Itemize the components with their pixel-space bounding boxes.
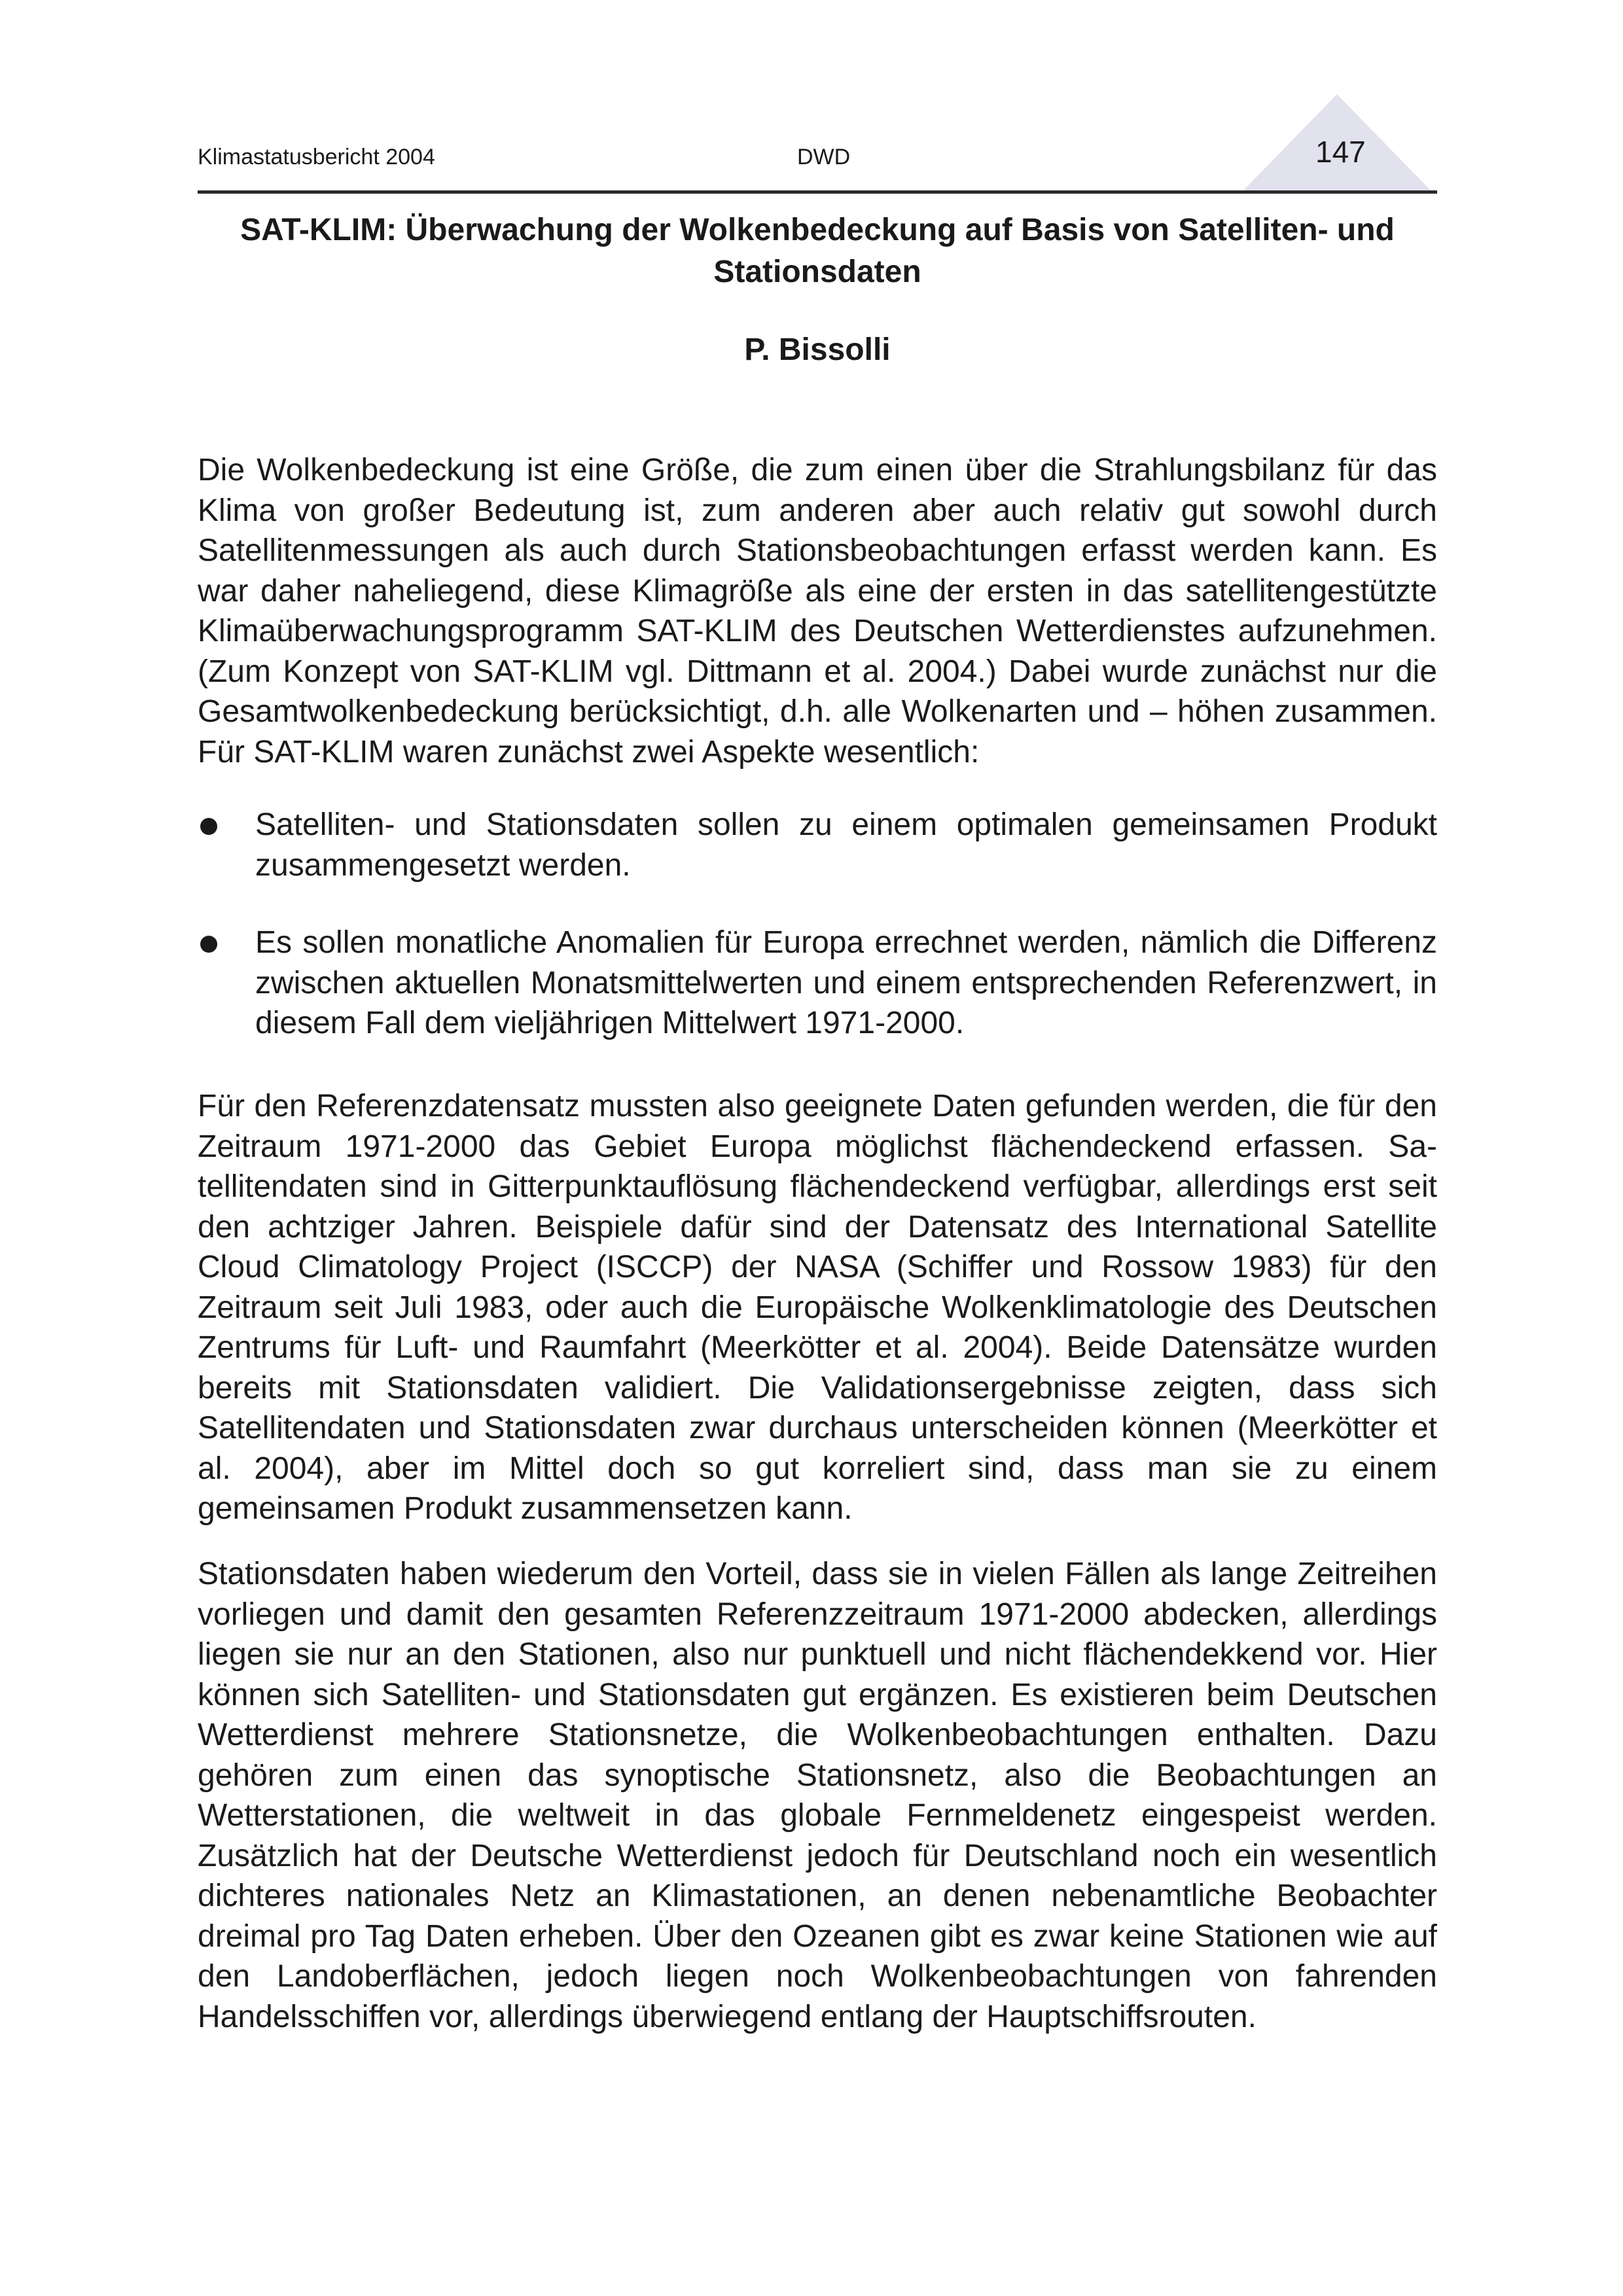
article-author: P. Bissolli: [744, 332, 891, 367]
paragraph-reference-dataset: Für den Referenzdatensatz mussten also geeignete Daten gefunden werden, die für den Zeitraum 1971-2000 das Gebiet Europa möglichst flächendeckend erfassen. Satellitendaten sind in Gitterpunktauflösung flächendeckend verfügbar, allerdings erst seit den achtziger Jahren. Beispiele dafür sind der Datensatz des International Satellite Cloud Climatology Project (ISCCP) der NASA (Schiffer und Rossow 1983) für den Zeitraum seit Juli 1983, oder auch die Europäische Wolkenklimatologie des Deutschen Zentrums für Luft- und Raumfahrt (Meerkötter et al. 2004). Beide Datensätze wurden bereits mit Stationsdaten validiert. Die Validationsergebnisse zeigten, dass sich Satellitendaten und Stationsdaten zwar durchaus unterscheiden können (Meerkötter et al. 2004), aber im Mittel doch so gut korreliert sind, dass man sie zu einem gemeinsamen Produkt zusammensetzen kann.: [198, 1089, 1437, 1526]
bullet-item: Es sollen monatliche Anomalien für Europa errechnet werden, nämlich die Differenz zwischen aktuellen Monatsmittelwerten und einem entsprechenden Referenzwert, in diesem Fall dem vieljährigen Mittelwert 1971-2000.: [255, 925, 1437, 1040]
bullet-dot: [200, 818, 217, 835]
article-title: SAT-KLIM: Überwachung der Wolkenbedeckung auf Basis von Satelliten- und Stationsdaten: [240, 213, 1395, 289]
header-organization: DWD: [797, 145, 851, 169]
bullet-dot: [200, 936, 217, 953]
header-report-title: Klimastatusbericht 2004: [198, 145, 435, 169]
bullet-item: Satelliten- und Stationsdaten sollen zu einem optimalen gemeinsamen Produkt zusammengesetzt werden.: [255, 807, 1437, 883]
header-divider: [198, 190, 1437, 194]
paragraph-intro: Die Wolkenbedeckung ist eine Größe, die zum einen über die Strahlungsbilanz für das Klima von großer Bedeutung ist, zum anderen aber auch relativ gut sowohl durch Satellitenmessungen als auch durch Stationsbeobachtungen erfasst werden kann. Es war daher naheliegend, diese Klimagröße als eine der ersten in das satellitengestützte Klimaüberwachungsprogramm SAT-KLIM des Deutschen Wetterdienstes aufzunehmen. (Zum Konzept von SAT-KLIM vgl. Dittmann et al. 2004.) Dabei wurde zunächst nur die Gesamtwolkenbedeckung berücksichtigt, d.h. alle Wolkenarten und – höhen zusammen. Für SAT-KLIM waren zunächst zwei Aspekte wesentlich:: [198, 453, 1437, 769]
paragraph-station-data: Stationsdaten haben wiederum den Vorteil, dass sie in vielen Fällen als lange Zeitreihen vorliegen und damit den gesamten Referenzzeitraum 1971-2000 abdecken, allerdings liegen sie nur an den Stationen, also nur punktuell und nicht flächendekkend vor. Hier können sich Satelliten- und Stationsdaten gut ergänzen. Es existieren beim Deutschen Wetterdienst mehrere Stationsnetze, die Wolkenbeobachtungen enthalten. Dazu gehören zum einen das synoptische Stationsnetz, also die Beobachtungen an Wetterstationen, die weltweit in das globale Fernmeldenetz eingespeist werden. Zusätzlich hat der Deutsche Wetterdienst jedoch für Deutschland noch ein wesentlich dichteres nationales Netz an Klimastationen, an denen nebenamtliche Beobachter dreimal pro Tag Daten erheben. Über den Ozeanen gibt es zwar keine Stationen wie auf den Landoberflächen, jedoch liegen noch Wolkenbeobachtungen von fahrenden Handelsschiffen vor, allerdings überwiegend entlang der Hauptschiffsrouten.: [198, 1557, 1437, 2034]
page-number: 147: [1315, 135, 1366, 169]
